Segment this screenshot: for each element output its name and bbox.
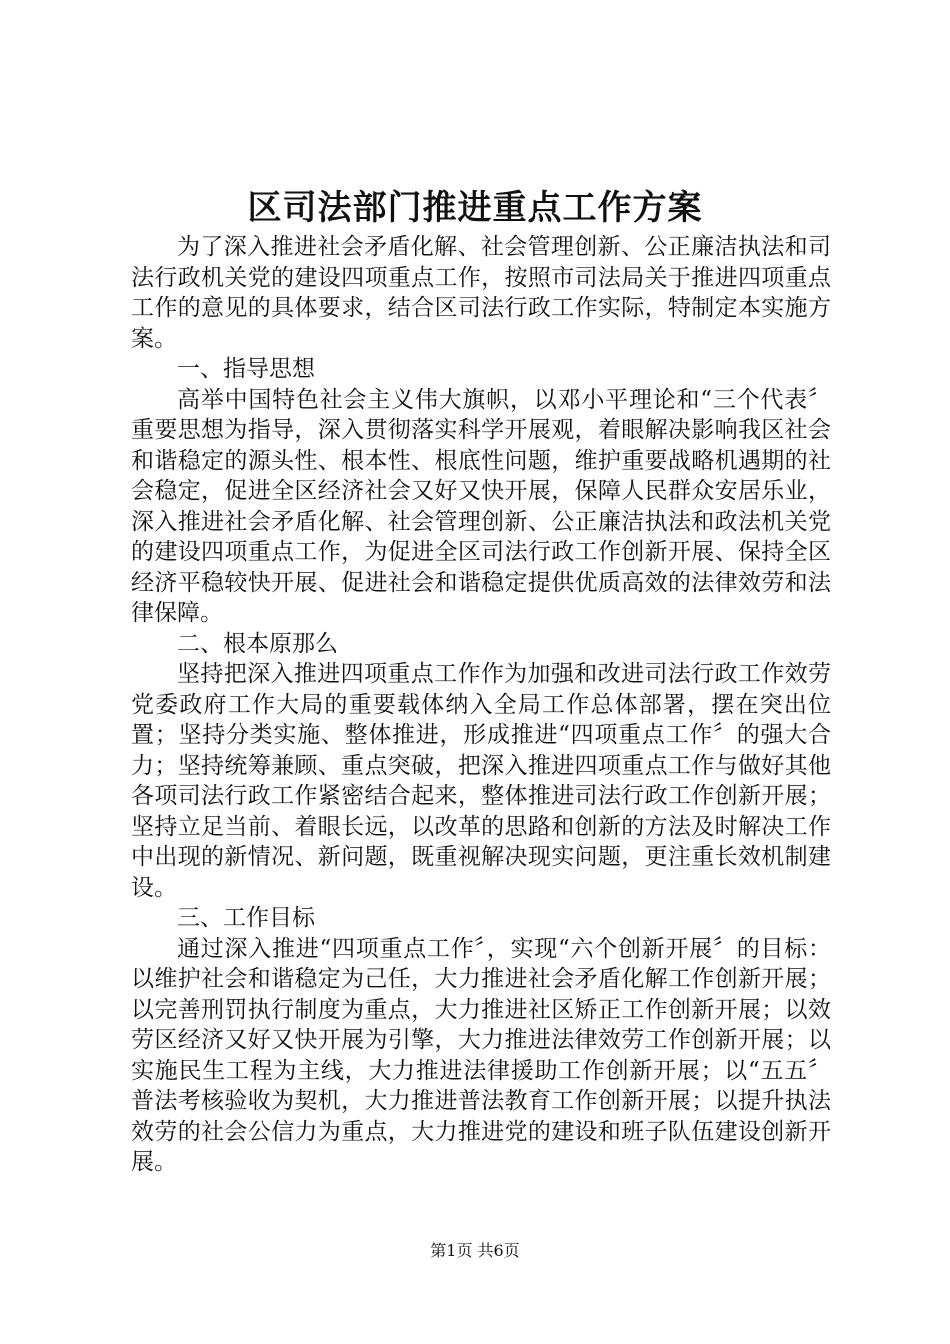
basic-principles-paragraph: 坚持把深入推进四项重点工作作为加强和改进司法行政工作效劳党委政府工作大局的重要载体纳入全局工作总体部署，摆在突出位置；坚持分类实施、整体推进，形成推进“四项重点工作〞的强大合力；坚持统筹兼顾、重点突破，把深入推进四项重点工作与做好其他各项司法行政工作紧密结合起来，整体推进司法行政工作创新开展；坚持立足当前、着眼长远，以改革的思路和创新的方法及时解决工作中出现的新情况、新问题，既重视解决现实问题，更注重长效机制建设。: [131, 661, 831, 901]
intro-paragraph: 为了深入推进社会矛盾化解、社会管理创新、公正廉洁执法和司法行政机关党的建设四项重点工作，按照市司法局关于推进四项重点工作的意见的具体要求，结合区司法行政工作实际，特制定本实施方案。: [131, 234, 831, 352]
section-heading-basic-principles: 二、根本原那么: [177, 630, 338, 657]
work-goals-paragraph: 通过深入推进“四项重点工作〞，实现“六个创新开展〞的目标：以维护社会和谐稳定为己任，大力推进社会矛盾化解工作创新开展；以完善刑罚执行制度为重点，大力推进社区矫正工作创新开展；以效劳区经济又好又快开展为引擎，大力推进法律效劳工作创新开展；以实施民生工程为主线，大力推进法律援助工作创新开展；以“五五〞普法考核验收为契机，大力推进普法教育工作创新开展；以提升执法效劳的社会公信力为重点，大力推进党的建设和班子队伍建设创新开展。: [131, 935, 831, 1175]
page-footer: 第1页 共6页: [430, 1241, 520, 1260]
document-title: 区司法部门推进重点工作方案: [247, 188, 703, 228]
document-body: [131, 232, 831, 1178]
guiding-ideology-paragraph: 高举中国特色社会主义伟大旗帜，以邓小平理论和“三个代表〞重要思想为指导，深入贯彻落实科学开展观，着眼解决影响我区社会和谐稳定的源头性、根本性、根底性问题，维护重要战略机遇期的社会稳定，促进全区经济社会又好又快开展，保障人民群众安居乐业，深入推进社会矛盾化解、社会管理创新、公正廉洁执法和政法机关党的建设四项重点工作，为促进全区司法行政工作创新开展、保持全区经济平稳较快开展、促进社会和谐稳定提供优质高效的法律效劳和法律保障。: [131, 386, 831, 626]
section-heading-guiding-ideology: 一、指导思想: [177, 356, 315, 382]
section-heading-work-goals: 三、工作目标: [177, 905, 315, 931]
